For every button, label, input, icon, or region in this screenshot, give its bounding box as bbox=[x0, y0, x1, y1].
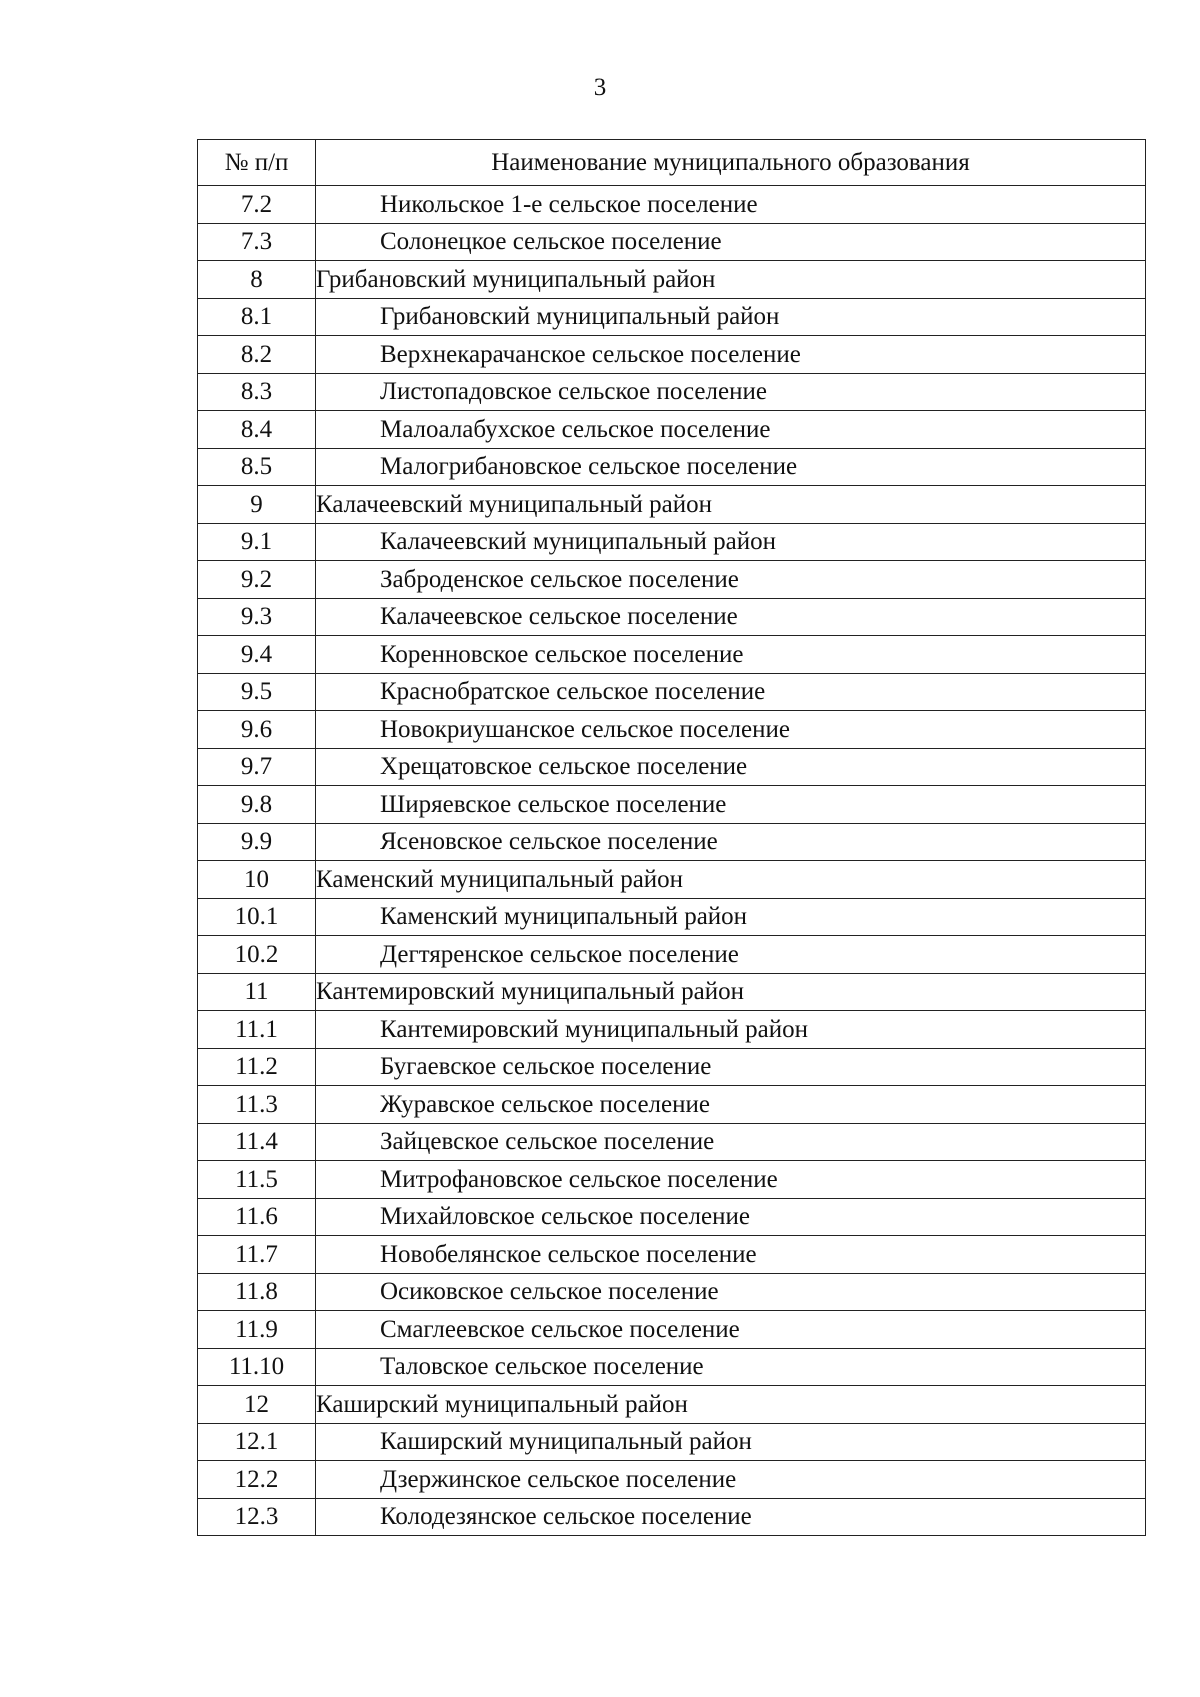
settlement-name: Каширский муниципальный район bbox=[316, 1423, 1146, 1461]
settlement-name: Солонецкое сельское поселение bbox=[316, 223, 1146, 261]
row-number: 8.5 bbox=[198, 448, 316, 486]
row-number: 11.4 bbox=[198, 1123, 316, 1161]
row-number: 10.1 bbox=[198, 898, 316, 936]
row-number: 8.4 bbox=[198, 411, 316, 449]
row-number: 9.8 bbox=[198, 786, 316, 824]
table-row bbox=[198, 1273, 1146, 1311]
table-row bbox=[198, 861, 1146, 899]
settlement-name: Журавское сельское поселение bbox=[316, 1086, 1146, 1124]
settlement-name: Малоалабухское сельское поселение bbox=[316, 411, 1146, 449]
row-number: 9.3 bbox=[198, 598, 316, 636]
table-row bbox=[198, 223, 1146, 261]
table-row bbox=[198, 486, 1146, 524]
table-body bbox=[198, 186, 1146, 1536]
row-number: 9 bbox=[198, 486, 316, 524]
settlement-name: Бугаевское сельское поселение bbox=[316, 1048, 1146, 1086]
settlement-name: Михайловское сельское поселение bbox=[316, 1198, 1146, 1236]
table-row bbox=[198, 1498, 1146, 1536]
row-number: 11.5 bbox=[198, 1161, 316, 1199]
settlement-name: Ясеновское сельское поселение bbox=[316, 823, 1146, 861]
table-row bbox=[198, 561, 1146, 599]
settlement-name: Колодезянское сельское поселение bbox=[316, 1498, 1146, 1536]
row-number: 12 bbox=[198, 1386, 316, 1424]
row-number: 9.5 bbox=[198, 673, 316, 711]
district-name: Грибановский муниципальный район bbox=[316, 261, 1146, 299]
settlement-name: Малогрибановское сельское поселение bbox=[316, 448, 1146, 486]
table-row bbox=[198, 261, 1146, 299]
settlement-name: Ширяевское сельское поселение bbox=[316, 786, 1146, 824]
row-number: 11.10 bbox=[198, 1348, 316, 1386]
settlement-name: Листопадовское сельское поселение bbox=[316, 373, 1146, 411]
table-row bbox=[198, 1011, 1146, 1049]
row-number: 8.2 bbox=[198, 336, 316, 374]
table-row bbox=[198, 973, 1146, 1011]
header-number: № п/п bbox=[198, 140, 316, 186]
row-number: 11.3 bbox=[198, 1086, 316, 1124]
row-number: 8.1 bbox=[198, 298, 316, 336]
settlement-name: Хрещатовское сельское поселение bbox=[316, 748, 1146, 786]
district-name: Кантемировский муниципальный район bbox=[316, 973, 1146, 1011]
row-number: 12.3 bbox=[198, 1498, 316, 1536]
header-name: Наименование муниципального образования bbox=[316, 140, 1146, 186]
header-row bbox=[198, 140, 1146, 186]
settlement-name: Краснобратское сельское поселение bbox=[316, 673, 1146, 711]
row-number: 10.2 bbox=[198, 936, 316, 974]
row-number: 11.7 bbox=[198, 1236, 316, 1274]
row-number: 9.6 bbox=[198, 711, 316, 749]
settlement-name: Коренновское сельское поселение bbox=[316, 636, 1146, 674]
row-number: 11.2 bbox=[198, 1048, 316, 1086]
table-row bbox=[198, 1236, 1146, 1274]
row-number: 7.2 bbox=[198, 186, 316, 224]
table-row bbox=[198, 898, 1146, 936]
row-number: 11.1 bbox=[198, 1011, 316, 1049]
table-row bbox=[198, 823, 1146, 861]
table-row bbox=[198, 298, 1146, 336]
settlement-name: Таловское сельское поселение bbox=[316, 1348, 1146, 1386]
settlement-name: Никольское 1-е сельское поселение bbox=[316, 186, 1146, 224]
settlement-name: Калачеевский муниципальный район bbox=[316, 523, 1146, 561]
settlement-name: Каменский муниципальный район bbox=[316, 898, 1146, 936]
district-name: Каменский муниципальный район bbox=[316, 861, 1146, 899]
table-row bbox=[198, 636, 1146, 674]
row-number: 8 bbox=[198, 261, 316, 299]
row-number: 9.1 bbox=[198, 523, 316, 561]
table-row bbox=[198, 673, 1146, 711]
table-row bbox=[198, 1311, 1146, 1349]
table-row bbox=[198, 1386, 1146, 1424]
table-row bbox=[198, 411, 1146, 449]
table-row bbox=[198, 448, 1146, 486]
row-number: 11 bbox=[198, 973, 316, 1011]
settlement-name: Новобелянское сельское поселение bbox=[316, 1236, 1146, 1274]
settlement-name: Верхнекарачанское сельское поселение bbox=[316, 336, 1146, 374]
table-row bbox=[198, 598, 1146, 636]
table-header bbox=[198, 140, 1146, 186]
table-row bbox=[198, 748, 1146, 786]
row-number: 12.2 bbox=[198, 1461, 316, 1499]
row-number: 8.3 bbox=[198, 373, 316, 411]
row-number: 12.1 bbox=[198, 1423, 316, 1461]
settlement-name: Калачеевское сельское поселение bbox=[316, 598, 1146, 636]
municipality-table bbox=[197, 139, 1146, 1536]
settlement-name: Осиковское сельское поселение bbox=[316, 1273, 1146, 1311]
table-row bbox=[198, 1461, 1146, 1499]
table-row bbox=[198, 1086, 1146, 1124]
settlement-name: Дегтяренское сельское поселение bbox=[316, 936, 1146, 974]
settlement-name: Митрофановское сельское поселение bbox=[316, 1161, 1146, 1199]
table-row bbox=[198, 786, 1146, 824]
page-number: 3 bbox=[593, 74, 607, 101]
table-row bbox=[198, 1161, 1146, 1199]
table-row bbox=[198, 373, 1146, 411]
row-number: 9.9 bbox=[198, 823, 316, 861]
district-name: Каширский муниципальный район bbox=[316, 1386, 1146, 1424]
row-number: 9.4 bbox=[198, 636, 316, 674]
row-number: 11.6 bbox=[198, 1198, 316, 1236]
district-name: Калачеевский муниципальный район bbox=[316, 486, 1146, 524]
table-row bbox=[198, 1423, 1146, 1461]
settlement-name: Заброденское сельское поселение bbox=[316, 561, 1146, 599]
table-row bbox=[198, 1048, 1146, 1086]
settlement-name: Грибановский муниципальный район bbox=[316, 298, 1146, 336]
table-row bbox=[198, 186, 1146, 224]
row-number: 10 bbox=[198, 861, 316, 899]
settlement-name: Дзержинское сельское поселение bbox=[316, 1461, 1146, 1499]
row-number: 9.2 bbox=[198, 561, 316, 599]
row-number: 9.7 bbox=[198, 748, 316, 786]
row-number: 11.9 bbox=[198, 1311, 316, 1349]
settlement-name: Кантемировский муниципальный район bbox=[316, 1011, 1146, 1049]
table-row bbox=[198, 1123, 1146, 1161]
table-row bbox=[198, 523, 1146, 561]
table-row bbox=[198, 1348, 1146, 1386]
table-row bbox=[198, 1198, 1146, 1236]
table-row bbox=[198, 936, 1146, 974]
row-number: 7.3 bbox=[198, 223, 316, 261]
settlement-name: Смаглеевское сельское поселение bbox=[316, 1311, 1146, 1349]
row-number: 11.8 bbox=[198, 1273, 316, 1311]
settlement-name: Новокриушанское сельское поселение bbox=[316, 711, 1146, 749]
table-row bbox=[198, 711, 1146, 749]
table-row bbox=[198, 336, 1146, 374]
settlement-name: Зайцевское сельское поселение bbox=[316, 1123, 1146, 1161]
